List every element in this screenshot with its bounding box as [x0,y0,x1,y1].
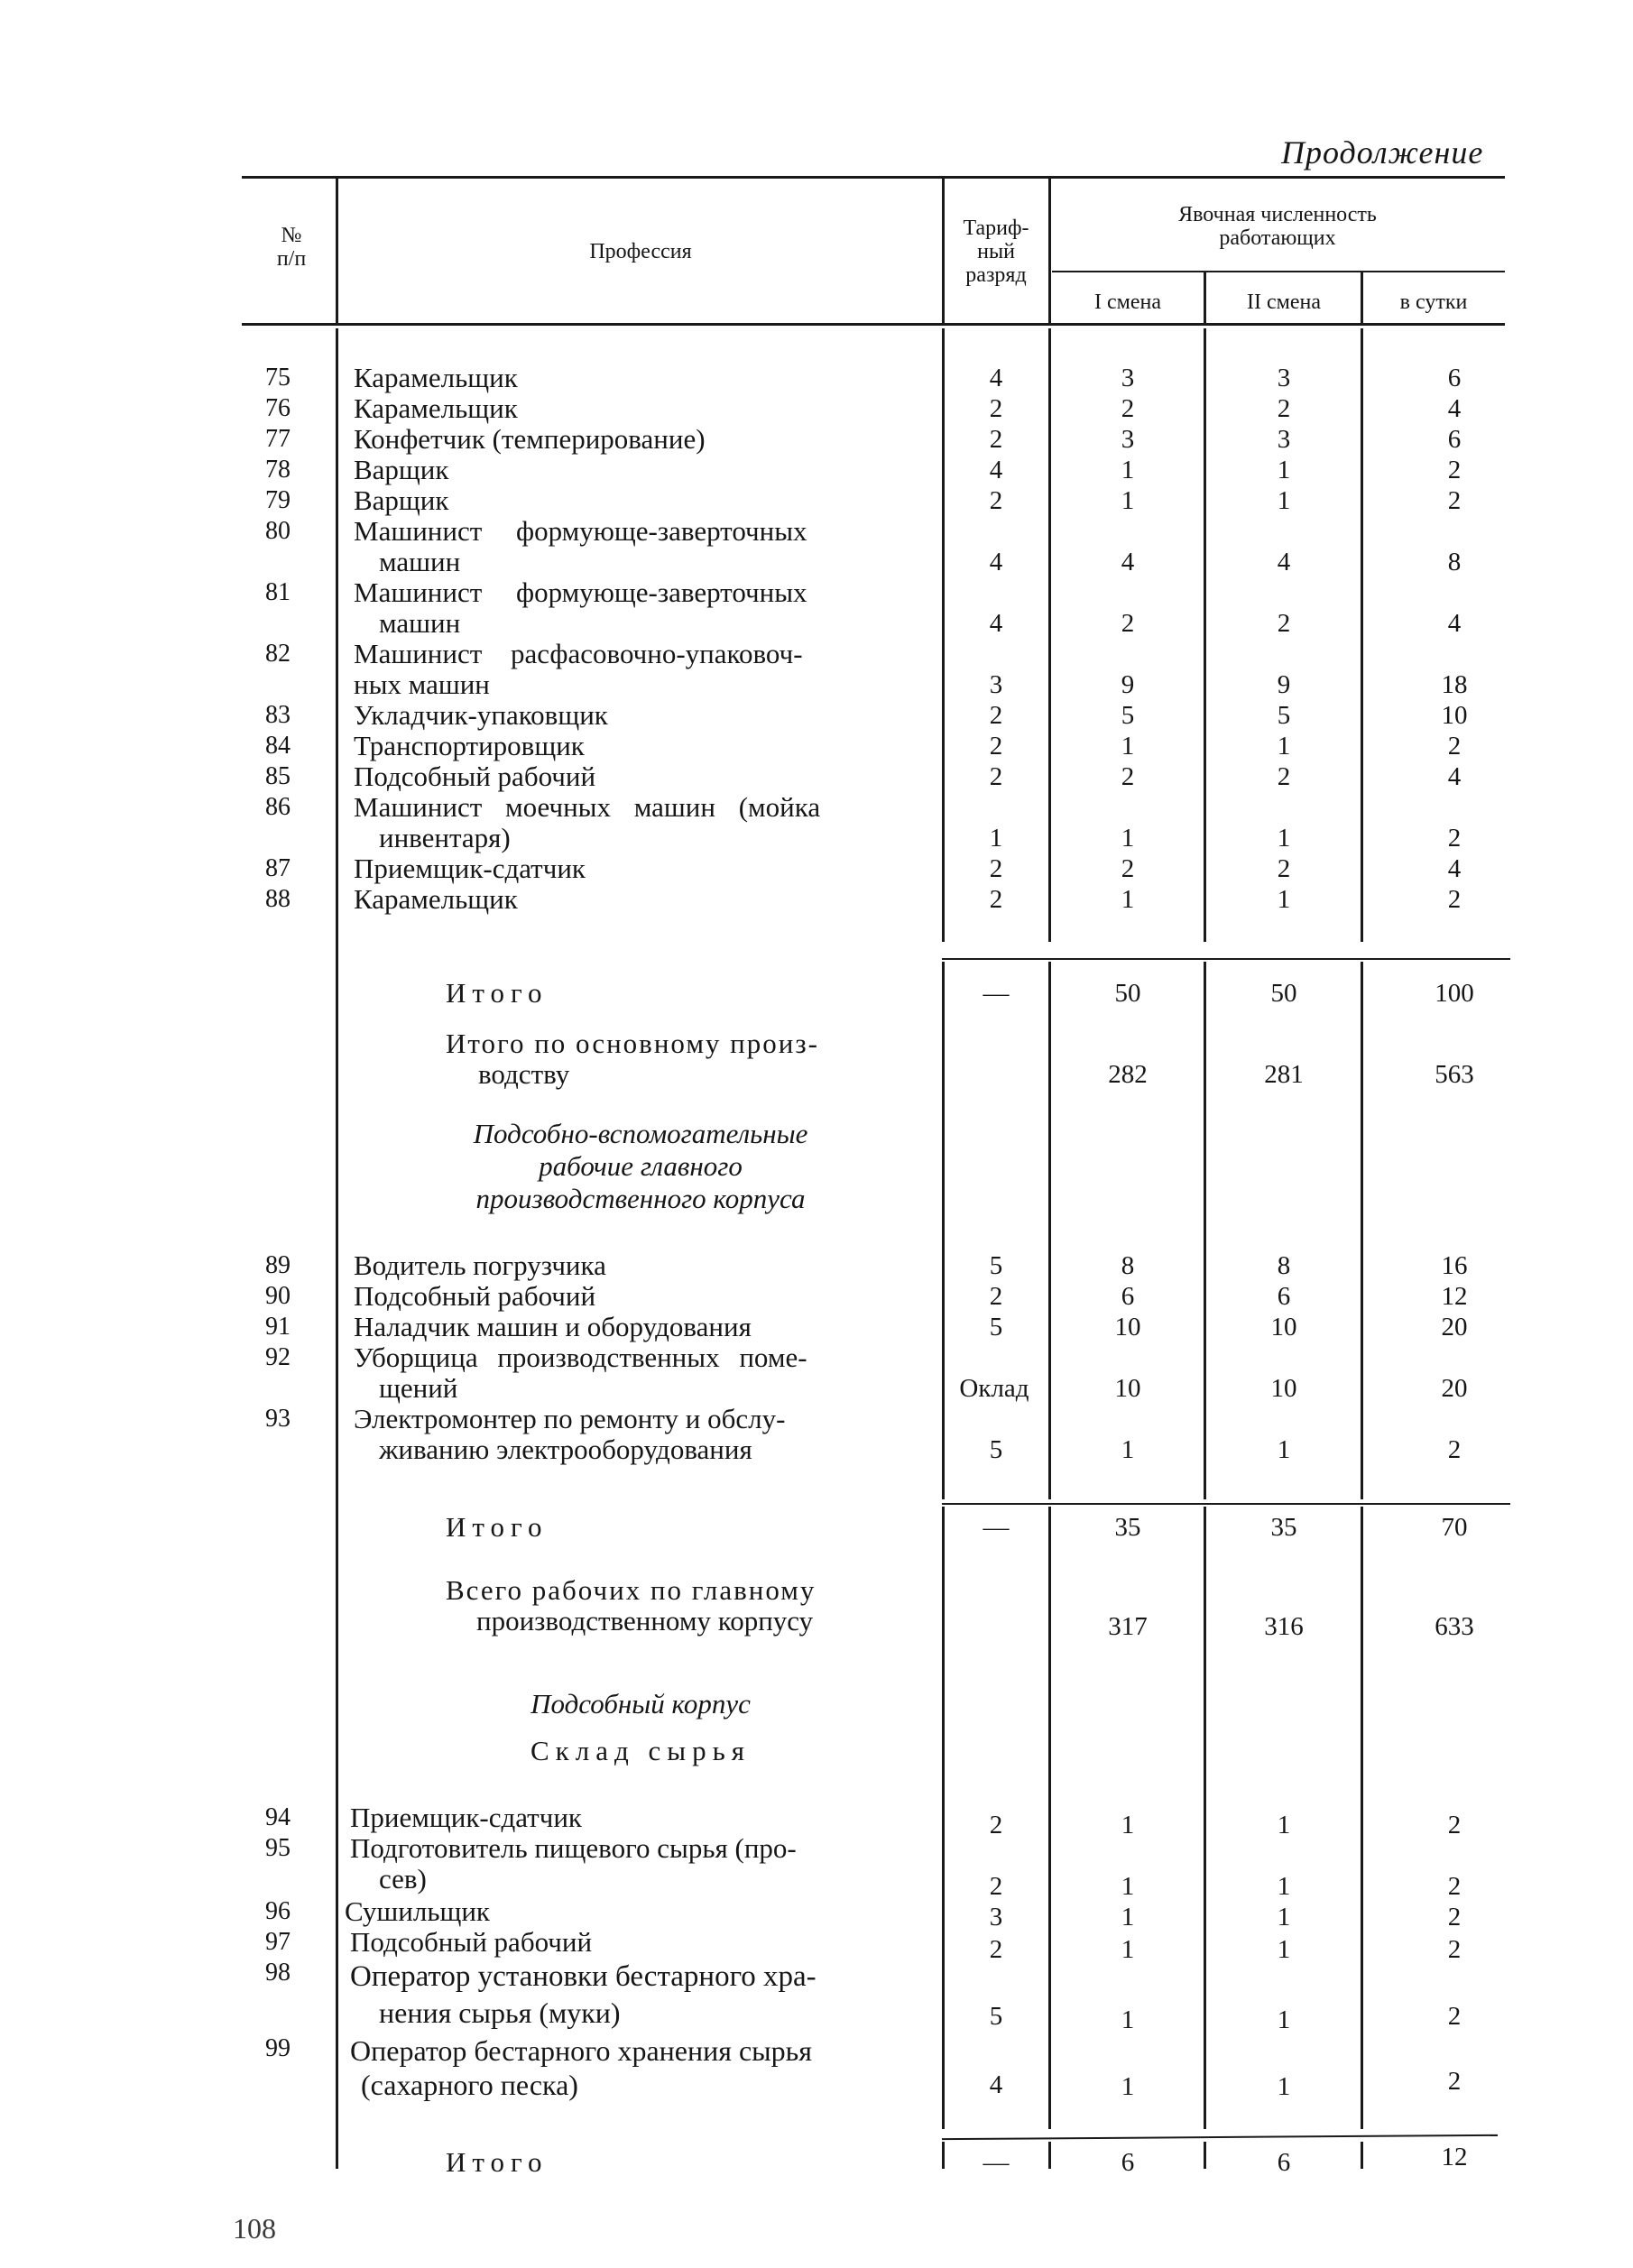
row-number: 84 [265,732,291,760]
profession-text: Транспортировщик [354,730,585,761]
body-vline-day-d [1361,2142,1363,2169]
day-value: 20 [1441,1374,1468,1403]
table-top-rule [242,176,1505,179]
total-grade: — [983,2148,1010,2177]
shift1-value: 5 [1121,701,1135,730]
total-shift2: 50 [1270,979,1297,1008]
shift2-value: 4 [1277,548,1291,576]
total-day: 70 [1441,1513,1468,1542]
day-value: 20 [1441,1313,1468,1341]
profession-text: Варщик [354,484,449,516]
row-number: 96 [265,1897,291,1925]
day-value: 4 [1447,394,1462,423]
shift1-value: 2 [1121,394,1135,423]
grade-value: 2 [989,1935,1003,1964]
section-aux-heading-3: производственного корпуса [475,1183,806,1214]
total-grade: — [983,1513,1010,1542]
row-number: 77 [265,425,291,453]
row-number: 81 [265,578,291,606]
profession-text: Машинист расфасовочно-упаковоч- [354,638,803,669]
section-store-heading: Склад сырья [530,1735,751,1766]
col-profession-label: Профессия [589,240,692,263]
body-vline-s1-c [1048,1507,1051,2129]
day-value: 2 [1447,1435,1462,1464]
row-number: 82 [265,640,291,668]
header-vline-1 [336,177,338,323]
grade-value: 4 [989,364,1003,392]
total-main-shift2: 281 [1264,1060,1304,1089]
profession-text: Оператор бестарного хранения сырья [350,2034,812,2067]
day-value: 18 [1441,670,1468,699]
shift1-value: 1 [1121,1935,1135,1964]
row-number: 95 [265,1834,291,1862]
grade-value: 2 [989,885,1003,914]
grade-value: 2 [989,1811,1003,1839]
shift1-value: 1 [1121,486,1135,515]
shift1-value: 3 [1121,364,1135,392]
row-number: 91 [265,1313,291,1341]
subtotal-rule-c [942,2134,1498,2140]
col-num-label-2: п/п [276,247,307,271]
profession-text-cont: живанию электрооборудования [379,1434,752,1465]
body-vline-day-c [1361,1507,1363,2129]
row-number: 97 [265,1928,291,1956]
row-number: 78 [265,456,291,484]
day-value: 12 [1441,1282,1468,1311]
day-value: 6 [1447,364,1462,392]
col-turnout-label-2: работающих [1219,226,1336,250]
day-value: 2 [1447,486,1462,515]
shift1-value: 2 [1121,854,1135,883]
shift2-value: 6 [1277,1282,1291,1311]
profession-text: Машинист моечных машин (мойка [354,791,821,823]
shift2-value: 1 [1277,2072,1291,2101]
shift2-value: 2 [1277,394,1291,423]
profession-text: Подсобный рабочий [350,1926,593,1958]
header-vline-2 [942,177,945,323]
grade-value: 4 [989,2070,1003,2099]
grade-value: 4 [989,456,1003,484]
shift2-value: 3 [1277,425,1291,454]
total-all-shift2: 316 [1264,1612,1304,1641]
day-value: 16 [1441,1251,1468,1280]
grade-value: 2 [989,762,1003,791]
day-value: 6 [1447,425,1462,454]
day-value: 2 [1447,1811,1462,1839]
shift2-value: 2 [1277,762,1291,791]
col-turnout-label-1: Явочная численность [1178,203,1377,226]
body-vline-s2-d [1204,2142,1206,2169]
section-building-heading: Подсобный корпус [530,1688,751,1719]
body-vline-grade-c [942,1507,945,2129]
profession-text: Карамельщик [354,362,518,393]
profession-text-cont: щений [379,1372,458,1404]
shift2-value: 10 [1270,1313,1297,1341]
profession-text: Укладчик-упаковщик [354,699,608,731]
grade-value: 4 [989,609,1003,638]
col-shift2-label: II смена [1247,290,1321,314]
grade-value: 2 [989,701,1003,730]
total-shift2: 35 [1270,1513,1297,1542]
row-number: 86 [265,793,291,821]
total-label: Итого [446,1511,549,1543]
shift1-value: 1 [1121,1435,1135,1464]
shift2-value: 1 [1277,885,1291,914]
total-all-label: Всего рабочих по главному [446,1574,816,1606]
profession-text: Приемщик-сдатчик [354,853,586,884]
day-value: 4 [1447,609,1462,638]
shift1-value: 10 [1114,1374,1141,1403]
header-bottom-rule [242,323,1505,326]
col-grade-label-1: Тариф- [963,217,1029,240]
profession-text: Конфетчик (темперирование) [354,423,706,455]
grade-value: 2 [989,854,1003,883]
profession-text: Оператор установки бестарного хра- [350,1960,816,1993]
grade-value: 2 [989,1282,1003,1311]
row-number: 99 [265,2034,291,2062]
profession-text-cont: инвентаря) [379,822,511,853]
grade-value: 2 [989,394,1003,423]
profession-text: Машинист формующе-заверточных [354,576,807,608]
grade-value: Оклад [959,1374,1029,1403]
shift1-value: 9 [1121,670,1135,699]
total-grade: — [983,979,1010,1008]
total-main-shift1: 282 [1108,1060,1148,1089]
total-shift1: 6 [1121,2148,1135,2177]
row-number: 89 [265,1251,291,1279]
row-number: 98 [265,1959,291,1987]
day-value: 2 [1447,732,1462,761]
shift1-value: 8 [1121,1251,1135,1280]
profession-text: Подготовитель пищевого сырья (про- [350,1832,797,1864]
shift2-value: 1 [1277,1935,1291,1964]
row-number: 88 [265,885,291,913]
row-number: 90 [265,1282,291,1310]
shift2-value: 1 [1277,456,1291,484]
turnout-subheader-rule [1052,271,1505,272]
profession-text: Подсобный рабочий [354,761,596,792]
profession-text: Электромонтер по ремонту и обслу- [354,1403,786,1434]
grade-value: 5 [989,1251,1003,1280]
header-vline-4 [1204,272,1206,323]
total-main-label-cont: водству [478,1058,570,1090]
row-number: 79 [265,486,291,514]
total-all-shift1: 317 [1108,1612,1148,1641]
shift1-value: 1 [1121,2005,1135,2034]
total-day: 100 [1435,979,1474,1008]
profession-text: Уборщица производственных поме- [354,1341,807,1373]
body-vline-grade-d [942,2142,945,2169]
profession-text: Машинист формующе-заверточных [354,515,807,547]
profession-text: Приемщик-сдатчик [350,1802,582,1833]
shift2-value: 10 [1270,1374,1297,1403]
body-vline-s1-b [1048,962,1051,1499]
shift1-value: 6 [1121,1282,1135,1311]
grade-value: 3 [989,1903,1003,1931]
row-number: 76 [265,394,291,422]
total-shift1: 50 [1114,979,1141,1008]
body-vline-s2-b [1204,962,1206,1499]
grade-value: 1 [989,824,1003,853]
grade-value: 5 [989,2002,1003,2031]
section-aux-heading-2: рабочие главного [539,1150,743,1182]
row-number: 75 [265,364,291,392]
continuation-label: Продолжение [1281,134,1484,171]
shift1-value: 1 [1121,732,1135,761]
section-aux-heading-1: Подсобно-вспомогательные [473,1118,808,1149]
profession-text-cont: сев) [379,1863,427,1895]
profession-text: Карамельщик [354,883,518,915]
row-number: 94 [265,1803,291,1831]
day-value: 8 [1447,548,1462,576]
col-grade-label-3: разряд [965,263,1027,287]
body-vline-s2-a [1204,328,1206,942]
body-vline-day-a [1361,328,1363,942]
total-all-label-cont: производственному корпусу [476,1605,814,1636]
shift1-value: 1 [1121,1811,1135,1839]
grade-value: 3 [989,670,1003,699]
body-vline-s1-d [1048,2142,1051,2169]
total-main-day: 563 [1435,1060,1474,1089]
row-number: 87 [265,854,291,882]
total-label: Итого [446,977,549,1009]
grade-value: 2 [989,486,1003,515]
grade-value: 2 [989,425,1003,454]
subtotal-rule-b [942,1503,1510,1505]
profession-text: Сушильщик [345,1895,490,1927]
header-vline-3 [1048,177,1051,323]
profession-text: Варщик [354,454,449,485]
total-all-day: 633 [1435,1612,1474,1641]
day-value: 2 [1447,1903,1462,1931]
day-value: 2 [1447,1872,1462,1901]
profession-text: Наладчик машин и оборудования [354,1311,752,1342]
day-value: 4 [1447,762,1462,791]
shift1-value: 1 [1121,1903,1135,1931]
day-value: 2 [1447,885,1462,914]
grade-value: 5 [989,1435,1003,1464]
day-value: 2 [1447,824,1462,853]
grade-value: 4 [989,548,1003,576]
day-value: 2 [1447,1935,1462,1964]
body-vline-day-b [1361,962,1363,1499]
col-grade-label-2: ный [977,240,1015,263]
shift2-value: 1 [1277,824,1291,853]
profession-text-cont: машин [379,546,461,577]
grade-value: 2 [989,1872,1003,1901]
total-shift1: 35 [1114,1513,1141,1542]
shift1-value: 2 [1121,762,1135,791]
row-number: 80 [265,517,291,545]
shift2-value: 2 [1277,609,1291,638]
shift1-value: 10 [1114,1313,1141,1341]
row-number: 92 [265,1343,291,1371]
profession-text: Карамельщик [354,392,518,424]
body-vline-grade-a [942,328,945,942]
profession-text-cont: (сахарного песка) [361,2069,578,2101]
shift2-value: 1 [1277,1872,1291,1901]
body-vline-left [336,328,338,2169]
shift2-value: 2 [1277,854,1291,883]
body-vline-s2-c [1204,1507,1206,2129]
body-vline-s1-a [1048,328,1051,942]
grade-value: 2 [989,732,1003,761]
profession-text-cont: ных машин [354,668,490,700]
row-number: 83 [265,701,291,729]
shift2-value: 1 [1277,732,1291,761]
col-day-label: в сутки [1399,290,1468,314]
shift1-value: 4 [1121,548,1135,576]
row-number: 85 [265,762,291,790]
shift2-value: 8 [1277,1251,1291,1280]
total-main-label: Итого по основному произ- [446,1028,819,1059]
shift2-value: 3 [1277,364,1291,392]
profession-text: Водитель погрузчика [354,1249,606,1281]
shift2-value: 1 [1277,2005,1291,2034]
shift2-value: 9 [1277,670,1291,699]
shift1-value: 1 [1121,824,1135,853]
shift2-value: 5 [1277,701,1291,730]
shift1-value: 1 [1121,2072,1135,2101]
shift1-value: 3 [1121,425,1135,454]
col-num-label-1: № [281,224,302,247]
day-value: 4 [1447,854,1462,883]
day-value: 2 [1447,2002,1462,2031]
profession-text: Подсобный рабочий [354,1280,596,1312]
page-number: 108 [233,2212,276,2245]
shift1-value: 2 [1121,609,1135,638]
body-vline-grade-b [942,962,945,1499]
day-value: 2 [1447,456,1462,484]
profession-text-cont: нения сырья (муки) [379,1996,621,2029]
grade-value: 5 [989,1313,1003,1341]
shift2-value: 1 [1277,1435,1291,1464]
subtotal-rule-a [942,958,1510,960]
profession-text-cont: машин [379,607,461,639]
day-value: 10 [1441,701,1468,730]
shift1-value: 1 [1121,885,1135,914]
total-label: Итого [446,2146,549,2178]
shift2-value: 1 [1277,1811,1291,1839]
col-shift1-label: I смена [1094,290,1161,314]
total-day: 12 [1441,2143,1468,2171]
shift2-value: 1 [1277,486,1291,515]
day-value: 2 [1447,2067,1462,2096]
shift2-value: 1 [1277,1903,1291,1931]
total-shift2: 6 [1277,2148,1291,2177]
shift1-value: 1 [1121,456,1135,484]
header-vline-5 [1361,272,1363,323]
row-number: 93 [265,1405,291,1433]
shift1-value: 1 [1121,1872,1135,1901]
